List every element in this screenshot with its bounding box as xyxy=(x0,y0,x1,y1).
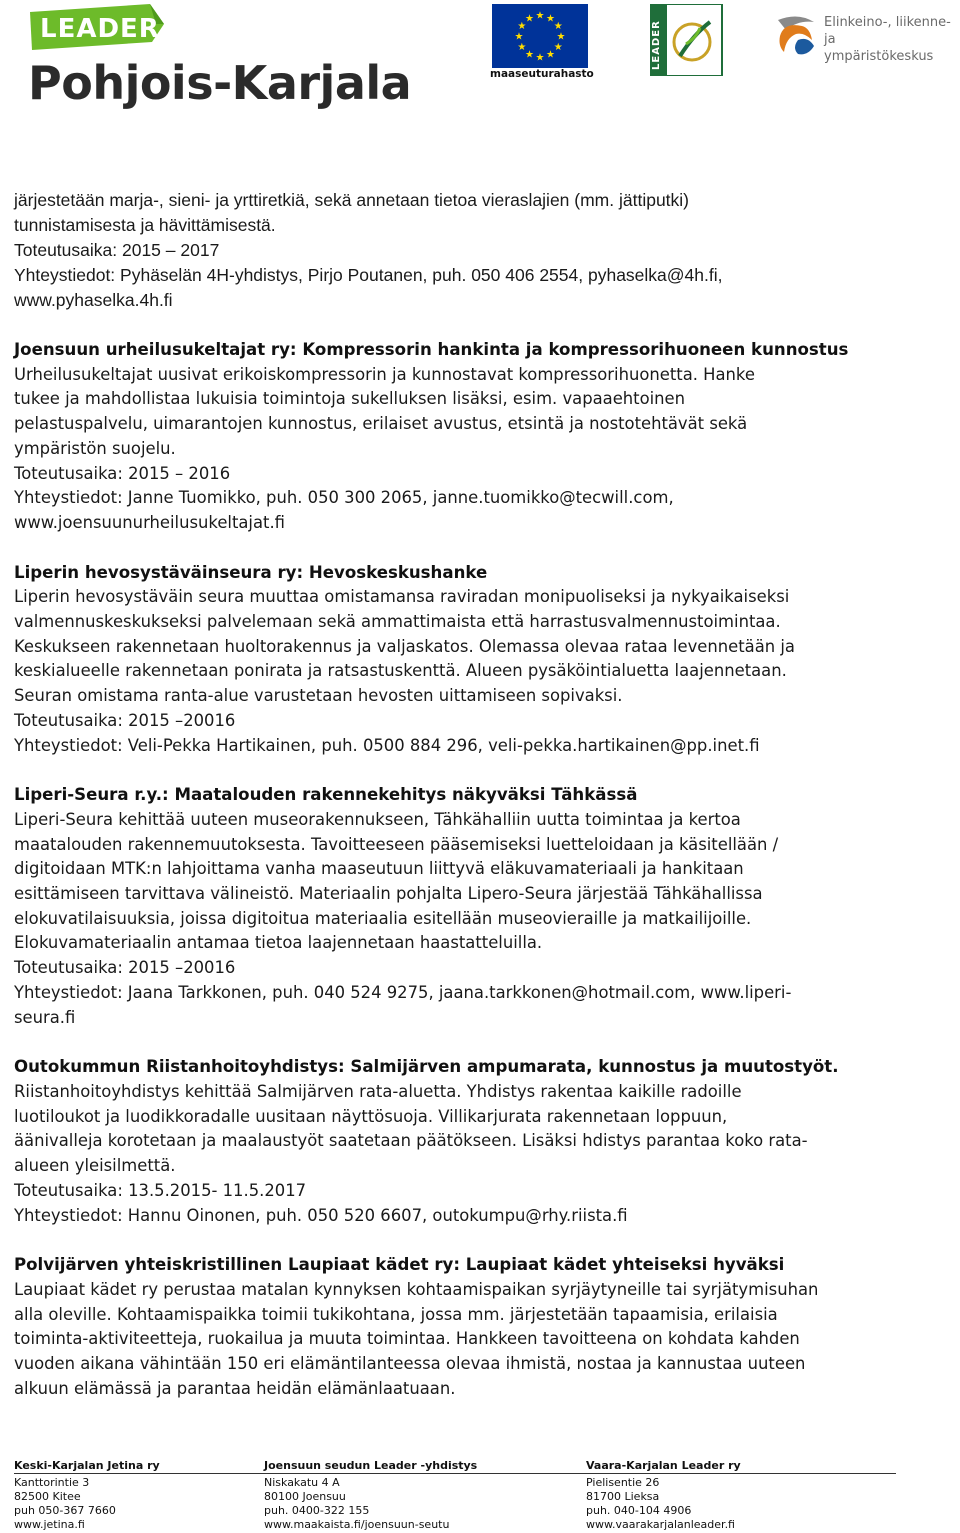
eu-star-icon: ★ xyxy=(546,13,555,25)
project-section xyxy=(14,561,954,759)
text-line: alkuun elämässä ja parantaa heidän elämänlaatuaan. xyxy=(14,1378,456,1398)
eu-star-icon: ★ xyxy=(535,52,545,64)
footer-contact-vaara xyxy=(586,1459,741,1532)
footer-contact-jetina xyxy=(14,1459,160,1532)
text-line: valmennuskeskukseksi palvelemaan sekä ammattimaista että harrastusvalmennustoimintaa. xyxy=(14,612,781,632)
text-line: tunnistamisesta ja hävittämisestä. xyxy=(14,215,276,235)
footer-link[interactable]: www.maakaista.fi/joensuun-seutu xyxy=(264,1518,450,1531)
footer-line: Kanttorintie 3 xyxy=(14,1476,90,1489)
text-line: järjestetään marja-, sieni- ja yrttiretkiä, sekä annetaan tietoa vieraslajien (mm. jättiputki) xyxy=(14,190,690,210)
project-title: Joensuun urheilusukeltajat ry: Kompressorin hankinta ja kompressorihuoneen kunnostus xyxy=(14,340,849,359)
text-line: alueen yleisilmettä. xyxy=(14,1156,176,1176)
footer-line: puh 050-367 7660 xyxy=(14,1504,116,1517)
text-line: seura.fi xyxy=(14,1007,76,1027)
page-footer xyxy=(14,1459,954,1533)
intro-paragraph xyxy=(14,188,954,313)
text-line: Toteutusaika: 2015 – 2016 xyxy=(14,463,231,483)
footer-line: 80100 Joensuu xyxy=(264,1490,346,1503)
text-line: äänivalleja korotetaan ja maalaustyöt saatetaan päätökseen. Lisäksi hdistys parantaa koko rata- xyxy=(14,1131,808,1151)
eu-star-icon: ★ xyxy=(553,21,563,32)
eu-star-icon: ★ xyxy=(517,42,527,53)
ely-centre-name xyxy=(824,14,954,65)
page-header xyxy=(0,0,960,120)
ely-line-2: ympäristökeskus xyxy=(824,49,934,64)
footer-line: puh. 0400-322 155 xyxy=(264,1504,370,1517)
project-title: Outokummun Riistanhoitoyhdistys: Salmijärven ampumarata, kunnostus ja muutostyöt. xyxy=(14,1057,839,1077)
text-line: Toteutusaika: 13.5.2015- 11.5.2017 xyxy=(14,1180,307,1200)
text-line: alla oleville. Kohtaamispaikka toimii tukikohtana, jossa mm. järjestetään tapaamisia, erilaisia xyxy=(14,1304,778,1324)
text-line: Yhteystiedot: Jaana Tarkkonen, puh. 040 524 9275, jaana.tarkkonen@hotmail.com, www.liperi- xyxy=(14,982,792,1002)
footer-contact-joensuu xyxy=(264,1459,477,1532)
text-line: digitoidaan MTK:n lahjoittama vanha maaseutuun liittyvä eläkuvamateriaali ja hankitaan xyxy=(14,859,744,879)
project-section xyxy=(14,1055,954,1228)
text-line: maatalouden rakennemuutoksesta. Tavoitteeseen pääsemiseksi luetteloidaan ja käsitellään / xyxy=(14,834,779,854)
text-line: Yhteystiedot: Hannu Oinonen, puh. 050 520 6607, outokumpu@rhy.riista.fi xyxy=(14,1205,628,1225)
eu-star-icon: ★ xyxy=(514,31,524,43)
footer-line: Pielisentie 26 xyxy=(586,1476,660,1489)
region-title: Pohjois-Karjala xyxy=(28,56,412,110)
footer-org-name: Vaara-Karjalan Leader ry xyxy=(586,1459,741,1472)
project-section xyxy=(14,1253,954,1401)
footer-link[interactable]: www.jetina.fi xyxy=(14,1518,85,1531)
text-line: Keskukseen rakennetaan huoltorakennus ja valjaskatos. Olemassa olevaa rataa levennetään ja xyxy=(14,636,795,656)
text-line: Elokuvamateriaalin antamaa tietoa laajennetaan haastatteluilla. xyxy=(14,933,543,953)
eu-caption: maaseuturahasto xyxy=(490,68,594,80)
text-line: www.joensuunurheilusukeltajat.fi xyxy=(14,512,285,532)
footer-org-name: Joensuun seudun Leader -yhdistys xyxy=(264,1459,478,1472)
leader-emblem xyxy=(650,4,724,76)
leader-logo xyxy=(30,4,164,50)
eu-star-icon: ★ xyxy=(556,31,566,43)
text-line: Riistanhoitoyhdistys kehittää Salmijärven rata-aluetta. Yhdistys rakentaa kaikille radoille xyxy=(14,1081,742,1101)
project-section xyxy=(14,338,954,536)
text-line: Liperi-Seura kehittää uuteen museorakennukseen, Tähkähalliin uutta toimintaa ja kertoa xyxy=(14,809,741,829)
text-line: Seuran omistama ranta-alue varustetaan hevosten uittamiseen sopivaksi. xyxy=(14,686,623,706)
eu-star-icon: ★ xyxy=(535,10,545,22)
footer-line: puh. 040-104 4906 xyxy=(586,1504,692,1517)
document-body xyxy=(14,188,954,1401)
project-title: Liperin hevosystäväinseura ry: Hevoskeskushanke xyxy=(14,562,488,582)
text-line: esittämiseen tarvittava välineistö. Materiaalin pohjalta Lipero-Seura järjestää Tähkähallissa xyxy=(14,884,763,904)
text-line: toiminta-aktiviteetteja, ruokailua ja muuta toimintaa. Hankkeen tavoitteena on kohdata kahden xyxy=(14,1329,800,1349)
eu-star-icon: ★ xyxy=(553,42,563,53)
project-title: Liperi-Seura r.y.: Maatalouden rakennekehitys näkyväksi Tähkässä xyxy=(14,785,638,805)
text-line: Liperin hevosystäväin seura muuttaa omistamansa raviradan monipuoliseksi ja nykyaikaiseksi xyxy=(14,587,790,607)
footer-line: 81700 Lieksa xyxy=(586,1490,660,1503)
project-title: Polvijärven yhteiskristillinen Laupiaat kädet ry: Laupiaat kädet yhteiseksi hyväksi xyxy=(14,1255,785,1275)
text-line: Yhteystiedot: Pyhäselän 4H-yhdistys, Pirjo Poutanen, puh. 050 406 2554, pyhaselka@4h.fi, xyxy=(14,265,723,285)
text-line: Toteutusaika: 2015 –20016 xyxy=(14,710,236,730)
text-line: keskialueelle rakennetaan ponirata ja ratsastuskenttä. Alueen pysäköintialuetta laajennetaan. xyxy=(14,661,787,681)
eu-star-icon: ★ xyxy=(517,21,527,32)
text-line: pelastuspalvelu, uimarantojen kunnostus, erilaiset avustus, etsintä ja nostotehtävät sekä xyxy=(14,414,748,434)
text-line: ympäristön suojelu. xyxy=(14,438,176,458)
ely-centre-logo xyxy=(774,12,954,62)
text-line: Yhteystiedot: Veli-Pekka Hartikainen, puh. 0500 884 296, veli-pekka.hartikainen@pp.inet.fi xyxy=(14,735,760,755)
footer-line: 82500 Kitee xyxy=(14,1490,81,1503)
text-line: Laupiaat kädet ry perustaa matalan kynnyksen kohtaamispaikan syrjäytyneille tai syrjätymisuhan xyxy=(14,1279,819,1299)
text-line: www.pyhaselka.4h.fi xyxy=(14,290,173,310)
text-line: Toteutusaika: 2015 –20016 xyxy=(14,958,236,978)
leader-emblem-text: LEADER xyxy=(651,20,662,70)
text-line: vuoden aikana vähintään 150 eri elämäntilanteessa olevaa ihmistä, nostaa ja kannustaa uuteen xyxy=(14,1354,806,1374)
eu-star-icon: ★ xyxy=(525,49,534,61)
eu-star-icon: ★ xyxy=(525,13,534,25)
eu-star-icon: ★ xyxy=(546,49,555,61)
footer-line: Niskakatu 4 A xyxy=(264,1476,340,1489)
footer-org-name: Keski-Karjalan Jetina ry xyxy=(14,1459,160,1472)
text-line: Yhteystiedot: Janne Tuomikko, puh. 050 300 2065, janne.tuomikko@tecwill.com, xyxy=(14,488,674,508)
project-section xyxy=(14,783,954,1030)
ely-line-1: Elinkeino-, liikenne- ja xyxy=(824,15,951,47)
leader-logo-text: LEADER xyxy=(40,14,160,44)
text-line: Toteutusaika: 2015 – 2017 xyxy=(14,240,220,260)
eu-logo xyxy=(490,4,594,82)
text-line: tukee ja mahdollistaa lukuisia toimintoja sukelluksen lisäksi, esim. vapaaehtoinen xyxy=(14,389,686,409)
text-line: luotiloukot ja luodikkoradalle uusitaan näyttösuoja. Villikarjurata rakennetaan loppuun, xyxy=(14,1106,728,1126)
eu-flag-icon xyxy=(492,4,588,68)
text-line: Urheilusukeltajat uusivat erikoiskompressorin ja kunnostavat kompressorihuonetta. Hanke xyxy=(14,364,755,384)
text-line: elokuvatilaisuuksia, joissa digitoitua materiaalia esitellään museovieraille ja matkailijoille. xyxy=(14,908,752,928)
footer-link[interactable]: www.vaarakarjalanleader.fi xyxy=(586,1518,735,1531)
